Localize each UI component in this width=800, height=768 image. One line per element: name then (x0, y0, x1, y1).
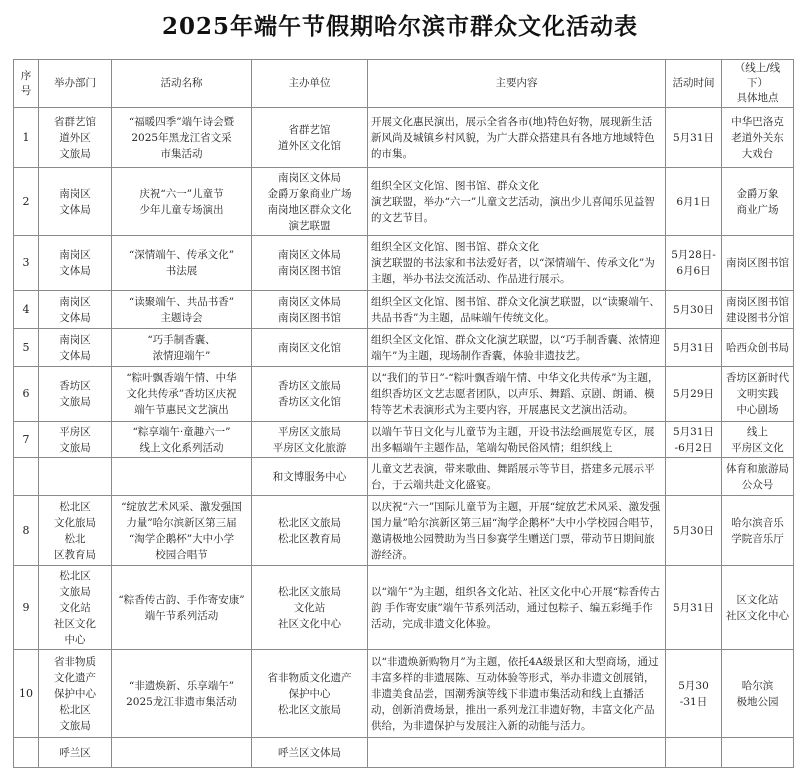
row-department: 南岗区 文体局 (39, 329, 112, 367)
row-time: 5月31日 (666, 108, 722, 168)
row-host: 呼兰区文体局 (252, 738, 368, 768)
row-number: 3 (14, 236, 39, 291)
col-header-host: 主办单位 (252, 60, 368, 108)
row-activity-name: “福暖四季”端午诗会暨 2025年黑龙江省文采 市集活动 (112, 108, 252, 168)
row-host: 和文博服务中心 (252, 458, 368, 496)
row-time: 5月30日 (666, 496, 722, 566)
col-header-number: 序 号 (14, 60, 39, 108)
row-department: 南岗区 文体局 (39, 291, 112, 329)
row-content: 开展文化惠民演出，展示全省各市(地)特色好物，展现新生活新风尚及城镇乡村风貌，为广大群众搭建具有各地方地域特色的市集。 (368, 108, 666, 168)
col-header-time: 活动时间 (666, 60, 722, 108)
row-activity-name: 庆祝“六一”儿童节 少年儿童专场演出 (112, 168, 252, 236)
table-row (14, 422, 794, 458)
header-row (14, 60, 794, 108)
row-number: 4 (14, 291, 39, 329)
activity-table (13, 59, 794, 768)
row-host: 南岗区文体局 南岗区图书馆 (252, 236, 368, 291)
row-place: 哈尔滨 极地公园 (722, 650, 794, 738)
row-number: 7 (14, 422, 39, 458)
row-content: 以端午节日文化与儿童节为主题，开设书法绘画展览专区，展出多幅端午主题作品，笔端勾勒民俗风情；组织线上 (368, 422, 666, 458)
row-content: 以庆祝“六一”国际儿童节为主题，开展“绽放艺术风采、激发强国力量”哈尔滨新区第三届“淘学企鹅杯”大中小学校园合唱节，邀请极地公园赞助为当日参赛学生赠送门票，带动节日期间旅游经济。 (368, 496, 666, 566)
row-time (666, 738, 722, 768)
row-host: 南岗区文体局 金爵万象商业广场 南岗地区群众文化 演艺联盟 (252, 168, 368, 236)
row-department: 南岗区 文体局 (39, 236, 112, 291)
row-time: 5月31日 (666, 329, 722, 367)
row-number (14, 738, 39, 768)
table-row (14, 650, 794, 738)
row-time: 5月30 -31日 (666, 650, 722, 738)
col-header-department: 举办部门 (39, 60, 112, 108)
row-place (722, 738, 794, 768)
row-activity-name: “读聚端午、共品书香” 主题诗会 (112, 291, 252, 329)
row-place: 哈尔滨音乐 学院音乐厅 (722, 496, 794, 566)
table-row-continued (14, 458, 794, 496)
table-row (14, 367, 794, 422)
row-activity-name: “粽叶飘香端午情、中华 文化共传承”香坊区庆祝 端午节惠民文艺演出 (112, 367, 252, 422)
row-department: 香坊区 文旅局 (39, 367, 112, 422)
row-activity-name (112, 738, 252, 768)
row-number (14, 458, 39, 496)
row-place: 金爵万象 商业广场 (722, 168, 794, 236)
table-row (14, 496, 794, 566)
row-department: 呼兰区 (39, 738, 112, 768)
row-place: 哈西众创书局 (722, 329, 794, 367)
row-host: 松北区文旅局 文化站 社区文化中心 (252, 566, 368, 650)
row-time: 5月28日- 6月6日 (666, 236, 722, 291)
row-number: 2 (14, 168, 39, 236)
row-host: 香坊区文旅局 香坊区文化馆 (252, 367, 368, 422)
row-time: 5月31日 -6月2日 (666, 422, 722, 458)
row-content: 以“非遗焕新购物月”为主题，依托4A级景区和大型商场，通过丰富多样的非遗展陈、互动体验等形式，举办非遗文创展销，非遗美食品尝，国潮秀演等线下非遗市集活动和线上直播活动，创新消费场景，推出一系列龙江非遗好物，丰富文化产品供给，为非遗保护与发展注入新的动能与活力。 (368, 650, 666, 738)
row-department: 省群艺馆 道外区 文旅局 (39, 108, 112, 168)
row-host: 松北区文旅局 松北区教育局 (252, 496, 368, 566)
col-header-activity-name: 活动名称 (112, 60, 252, 108)
row-department: 省非物质 文化遗产 保护中心 松北区 文旅局 (39, 650, 112, 738)
row-activity-name: “粽香传古韵、手作寄安康” 端午节系列活动 (112, 566, 252, 650)
row-department: 平房区 文旅局 (39, 422, 112, 458)
row-place: 体育和旅游局 公众号 (722, 458, 794, 496)
row-activity-name: “粽享端午·童趣六一” 线上文化系列活动 (112, 422, 252, 458)
row-place: 区文化站 社区文化中心 (722, 566, 794, 650)
table-row (14, 108, 794, 168)
row-department: 松北区 文化旅局 松北 区教育局 (39, 496, 112, 566)
col-header-place: （线上/线下） 具体地点 (722, 60, 794, 108)
table-row (14, 168, 794, 236)
row-place: 南岗区图书馆 (722, 236, 794, 291)
row-time: 5月31日 (666, 566, 722, 650)
row-department: 南岗区 文体局 (39, 168, 112, 236)
row-department: 松北区 文旅局 文化站 社区文化 中心 (39, 566, 112, 650)
row-time: 5月30日 (666, 291, 722, 329)
row-place: 中华巴洛克 老道外关东 大戏台 (722, 108, 794, 168)
row-activity-name: “绽放艺术风采、激发强国 力量”哈尔滨新区第三届 “淘学企鹅杯”大中小学 校园合唱节 (112, 496, 252, 566)
row-content: 组织全区文化馆、图书馆、群众文化 演艺联盟，举办“六一”儿童文艺活动，演出少儿喜闻乐见益智的文艺节目。 (368, 168, 666, 236)
row-time (666, 458, 722, 496)
row-host: 南岗区文体局 南岗区图书馆 (252, 291, 368, 329)
row-activity-name: “非遗焕新、乐享端午” 2025龙江非遗市集活动 (112, 650, 252, 738)
row-place: 南岗区图书馆 建设图书分馆 (722, 291, 794, 329)
row-host: 省群艺馆 道外区文化馆 (252, 108, 368, 168)
row-host: 省非物质文化遗产 保护中心 松北区文旅局 (252, 650, 368, 738)
row-number: 8 (14, 496, 39, 566)
col-header-content: 主要内容 (368, 60, 666, 108)
row-place: 香坊区新时代 文明实践 中心剧场 (722, 367, 794, 422)
row-content (368, 738, 666, 768)
row-number: 6 (14, 367, 39, 422)
row-place: 线上 平房区文化 (722, 422, 794, 458)
row-activity-name: “巧手制香囊、 浓情迎端午” (112, 329, 252, 367)
row-content: 以“我们的节日”-“粽叶飘香端午情、中华文化共传承”为主题，组织香坊区文艺志愿者团队，以声乐、舞蹈、京剧、朗诵、模特等艺术表演形式为主要内容，开展惠民文艺演出活动。 (368, 367, 666, 422)
row-content: 组织全区文化馆、图书馆、群众文化演艺联盟，以“读聚端午、共品书香”为主题，品味端午传统文化。 (368, 291, 666, 329)
row-activity-name: “深情端午、传承文化” 书法展 (112, 236, 252, 291)
table-row (14, 291, 794, 329)
row-number: 10 (14, 650, 39, 738)
row-number: 9 (14, 566, 39, 650)
table-row-partial (14, 738, 794, 768)
row-number: 5 (14, 329, 39, 367)
row-activity-name (112, 458, 252, 496)
row-content: 儿童文艺表演，带来歌曲、舞蹈展示等节目，搭建多元展示平台，于云端共赴文化盛宴。 (368, 458, 666, 496)
table-row (14, 236, 794, 291)
table-row (14, 329, 794, 367)
row-content: 组织全区文化馆、图书馆、群众文化 演艺联盟的书法家和书法爱好者，以“深情端午、传承文化”为主题，举办书法交流活动、作品进行展示。 (368, 236, 666, 291)
document-title: 2025年端午节假期哈尔滨市群众文化活动表 (161, 13, 638, 40)
row-content: 组织全区文化馆、群众文化演艺联盟，以“巧手制香囊、浓情迎端午”为主题，现场制作香囊，体验非遗技艺。 (368, 329, 666, 367)
row-host: 平房区文旅局 平房区文化旅游 (252, 422, 368, 458)
row-time: 6月1日 (666, 168, 722, 236)
row-number: 1 (14, 108, 39, 168)
row-department (39, 458, 112, 496)
row-host: 南岗区文化馆 (252, 329, 368, 367)
row-time: 5月29日 (666, 367, 722, 422)
table-row (14, 566, 794, 650)
row-content: 以“端午”为主题，组织各文化站、社区文化中心开展“粽香传古韵 手作寄安康”端午节系列活动，通过包粽子、编五彩绳手作活动，完成非遗文化体验。 (368, 566, 666, 650)
